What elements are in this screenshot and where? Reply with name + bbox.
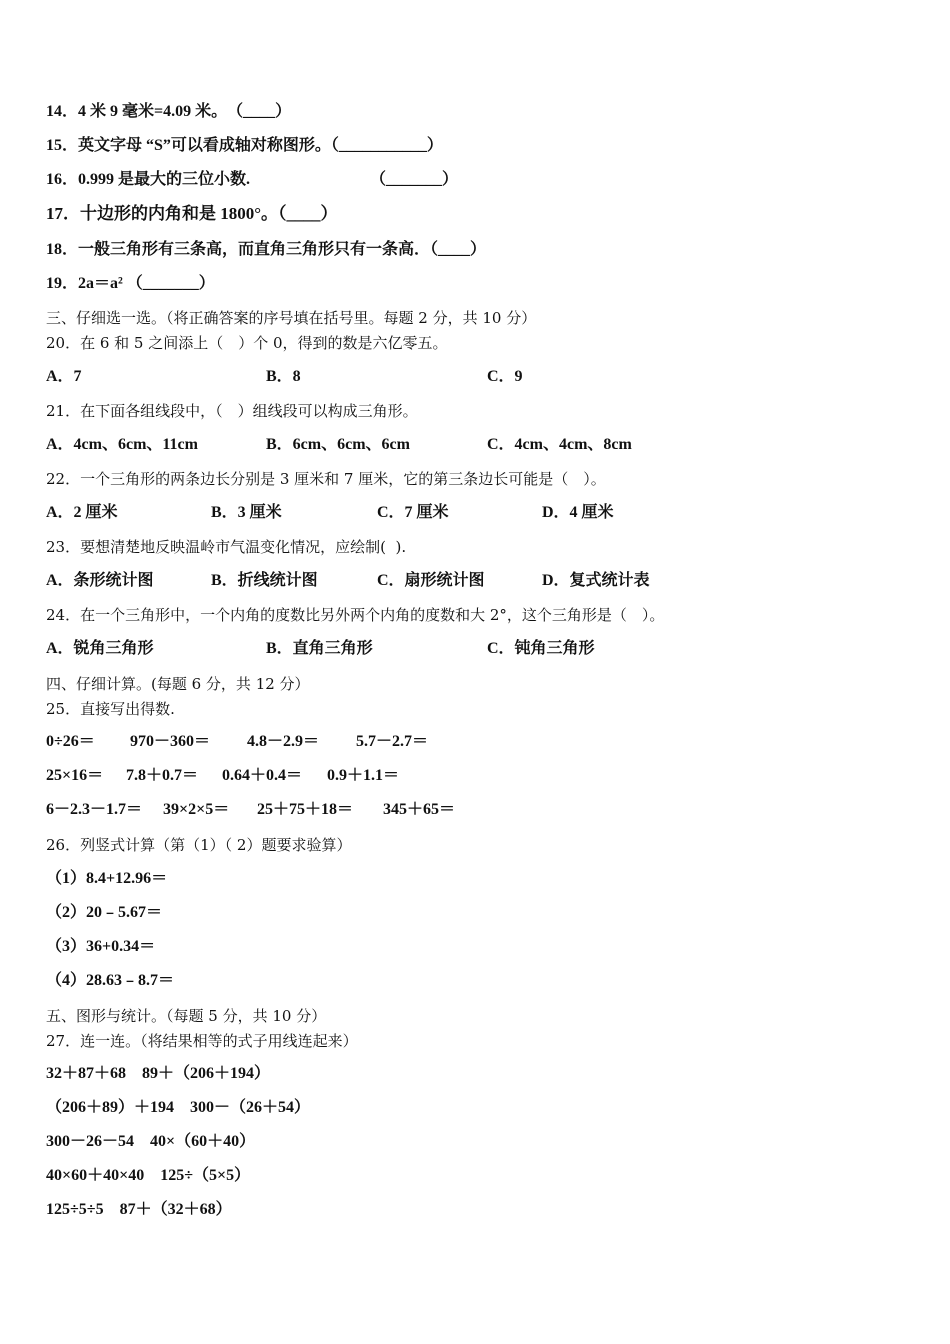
arithmetic-item: 970－360＝	[130, 733, 211, 750]
section-title: 三、仔细选一选。（将正确答案的序号填在括号里。每题 2 分，共 10 分）	[46, 309, 537, 327]
question-21: 21．在下面各组线段中，（ ）组线段可以构成三角形。	[46, 402, 418, 420]
question-15: 15．英文字母 “S”可以看成轴对称图形。（___________）	[46, 137, 443, 154]
question-17: 17．十边形的内角和是 1800°。（____）	[46, 204, 338, 223]
question-18: 18．一般三角形有三条高，而直角三角形只有一条高．（____）	[46, 241, 487, 258]
option-a: A．4cm、6cm、11cm	[46, 436, 198, 453]
option-a: A．锐角三角形	[46, 640, 154, 657]
arithmetic-item: 25＋75＋18＝	[257, 801, 354, 818]
question-24: 24．在一个三角形中，一个内角的度数比另外两个内角的度数和大 2°，这个三角形是（ ）。	[46, 606, 665, 624]
question-23: 23．要想清楚地反映温岭市气温变化情况，应绘制( ).	[46, 538, 407, 556]
section-title: 五、图形与统计。（每题 5 分，共 10 分）	[46, 1007, 327, 1025]
arithmetic-item: 7.8＋0.7＝	[126, 767, 199, 784]
arithmetic-item: 4.8－2.9＝	[247, 733, 320, 750]
question-16: 16．0.999 是最大的三位小数. （_______）	[46, 171, 459, 188]
option-c: C．扇形统计图	[377, 572, 485, 589]
arithmetic-item: 0÷26＝	[46, 733, 95, 750]
option-d: D．复式统计表	[542, 572, 650, 589]
question-22: 22．一个三角形的两条边长分别是 3 厘米和 7 厘米，它的第三条边长可能是（ ）。	[46, 470, 606, 488]
option-b: B．6cm、6cm、6cm	[266, 436, 410, 453]
match-pair: 125÷5÷5 87＋（32＋68）	[46, 1201, 232, 1218]
arithmetic-item: 39×2×5＝	[163, 801, 230, 818]
arithmetic-item: 5.7－2.7＝	[356, 733, 429, 750]
question-14: 14．4 米 9 毫米=4.09 米。 （____）	[46, 103, 292, 120]
option-c: C．4cm、4cm、8cm	[487, 436, 632, 453]
question-20: 20．在 6 和 5 之间添上（ ）个 0，得到的数是六亿零五。	[46, 334, 448, 352]
option-b: B．3 厘米	[211, 504, 282, 521]
question-27: 27．连一连。（将结果相等的式子用线连起来）	[46, 1032, 358, 1050]
option-a: A．2 厘米	[46, 504, 118, 521]
question-19: 19．2a＝a² （_______）	[46, 275, 215, 292]
arithmetic-item: 6－2.3－1.7＝	[46, 801, 143, 818]
match-pair: 40×60＋40×40 125÷（5×5）	[46, 1167, 251, 1184]
option-a: A．条形统计图	[46, 572, 154, 589]
arithmetic-item: 345＋65＝	[383, 801, 456, 818]
option-c: C．9	[487, 368, 523, 385]
vertical-calc-item: （3）36+0.34＝	[46, 938, 156, 955]
match-pair: 32＋87＋68 89＋（206＋194）	[46, 1065, 271, 1082]
match-pair: （206＋89）＋194 300－（26＋54）	[46, 1099, 311, 1116]
option-d: D．4 厘米	[542, 504, 614, 521]
match-pair: 300－26－54 40×（60＋40）	[46, 1133, 256, 1150]
arithmetic-item: 0.9＋1.1＝	[327, 767, 400, 784]
option-b: B．折线统计图	[211, 572, 318, 589]
vertical-calc-item: （4）28.63﹣8.7＝	[46, 972, 175, 989]
vertical-calc-item: （1）8.4+12.96＝	[46, 870, 168, 887]
option-a: A．7	[46, 368, 82, 385]
option-c: C．钝角三角形	[487, 640, 595, 657]
option-b: B．直角三角形	[266, 640, 373, 657]
question-25: 25．直接写出得数.	[46, 700, 175, 718]
option-c: C．7 厘米	[377, 504, 449, 521]
section-title: 四、仔细计算。(每题 6 分，共 12 分）	[46, 675, 310, 693]
option-b: B．8	[266, 368, 301, 385]
arithmetic-item: 25×16＝	[46, 767, 104, 784]
question-26: 26．列竖式计算（第（1）（ 2）题要求验算）	[46, 836, 352, 854]
vertical-calc-item: （2）20﹣5.67＝	[46, 904, 163, 921]
arithmetic-item: 0.64＋0.4＝	[222, 767, 303, 784]
